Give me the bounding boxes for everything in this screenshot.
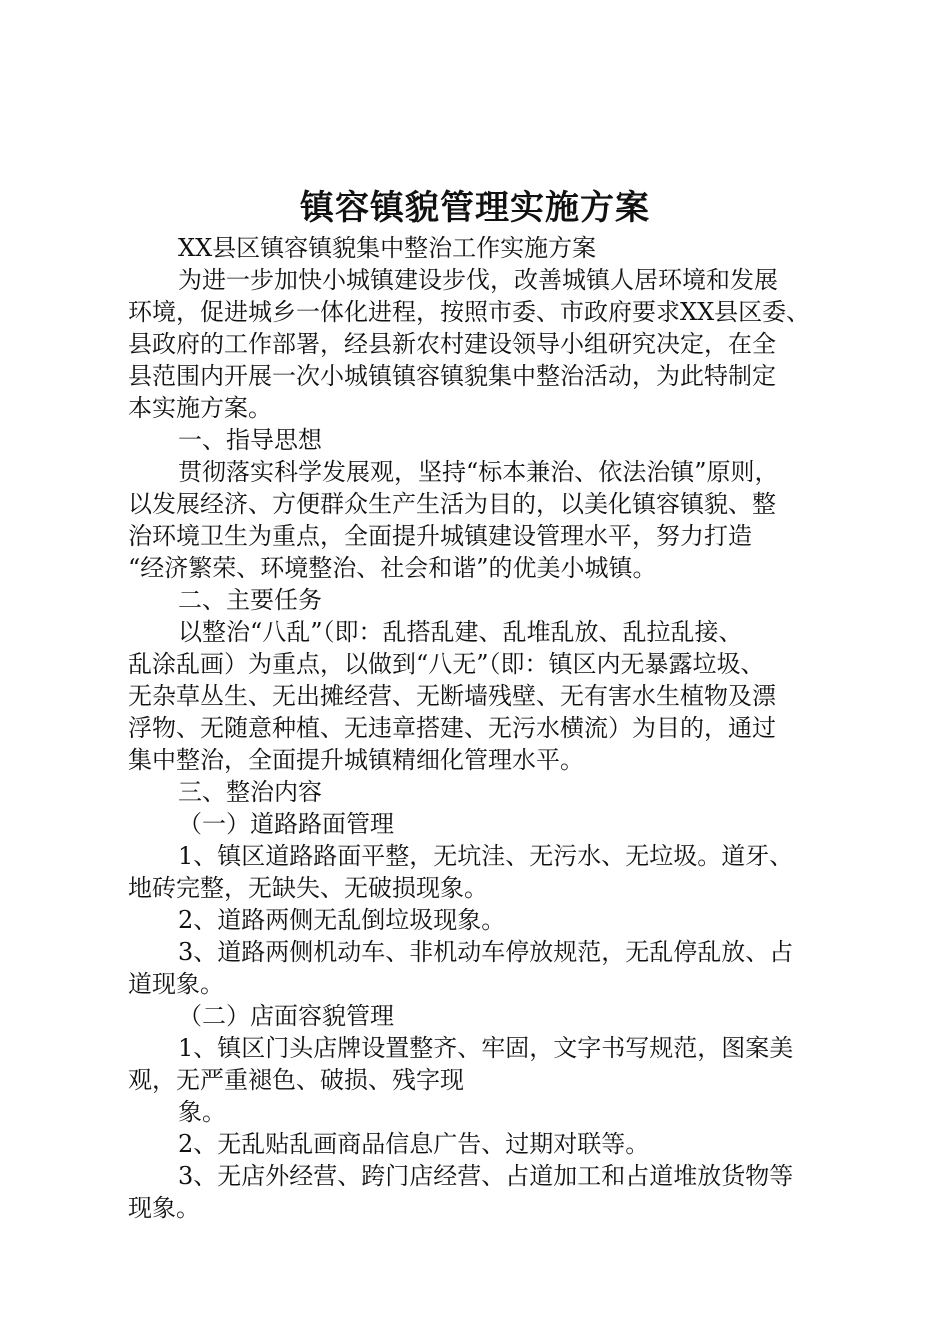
- text-line: 无杂草丛生、无出摊经营、无断墙残壁、无有害水生植物及漂: [128, 682, 776, 710]
- text-line: 以整治“八乱”（即：乱搭乱建、乱堆乱放、乱拉乱接、: [178, 618, 743, 646]
- text-line: 地砖完整，无缺失、无破损现象。: [128, 874, 488, 902]
- text-line: 观，无严重褪色、破损、残字现: [128, 1066, 464, 1094]
- text-line: 2、道路两侧无乱倒垃圾现象。: [178, 906, 506, 934]
- text-line: 1、镇区道路路面平整，无坑洼、无污水、无垃圾。道牙、: [178, 842, 794, 870]
- text-line: XX县区镇容镇貌集中整治工作实施方案: [178, 234, 597, 262]
- text-line: 道现象。: [128, 970, 224, 998]
- text-line: 治环境卫生为重点，全面提升城镇建设管理水平，努力打造: [128, 522, 752, 550]
- text-line: 以发展经济、方便群众生产生活为目的，以美化镇容镇貌、整: [128, 490, 776, 518]
- text-line: 环境，促进城乡一体化进程，按照市委、市政府要求XX县区委、: [128, 298, 811, 326]
- document-body: [128, 232, 834, 1224]
- text-line: 乱涂乱画）为重点，以做到“八无”（即：镇区内无暴露垃圾、: [128, 650, 765, 678]
- text-line: 县政府的工作部署，经县新农村建设领导小组研究决定，在全: [128, 330, 776, 358]
- text-line: 三、整治内容: [178, 778, 322, 806]
- text-line: 为进一步加快小城镇建设步伐，改善城镇人居环境和发展: [178, 266, 778, 294]
- text-line: 一、指导思想: [178, 426, 322, 454]
- text-line: （一）道路路面管理: [178, 810, 394, 838]
- text-line: 3、无店外经营、跨门店经营、占道加工和占道堆放货物等: [178, 1162, 794, 1190]
- text-line: 集中整治，全面提升城镇精细化管理水平。: [128, 746, 584, 774]
- text-line: （二）店面容貌管理: [178, 1002, 394, 1030]
- text-line: 现象。: [128, 1194, 200, 1222]
- text-line: 二、主要任务: [178, 586, 322, 614]
- text-line: 县范围内开展一次小城镇镇容镇貌集中整治活动，为此特制定: [128, 362, 776, 390]
- text-line: 象。: [178, 1098, 226, 1126]
- document-title: 镇容镇貌管理实施方案: [300, 188, 650, 228]
- text-line: 本实施方案。: [128, 394, 272, 422]
- text-line: 1、镇区门头店牌设置整齐、牢固，文字书写规范，图案美: [178, 1034, 794, 1062]
- text-line: “经济繁荣、环境整治、社会和谐”的优美小城镇。: [128, 554, 657, 582]
- text-line: 3、道路两侧机动车、非机动车停放规范，无乱停乱放、占: [178, 938, 794, 966]
- text-line: 贯彻落实科学发展观，坚持“标本兼治、依法治镇”原则，: [178, 458, 779, 486]
- text-line: 2、无乱贴乱画商品信息广告、过期对联等。: [178, 1130, 650, 1158]
- text-line: 浮物、无随意种植、无违章搭建、无污水横流）为目的，通过: [128, 714, 776, 742]
